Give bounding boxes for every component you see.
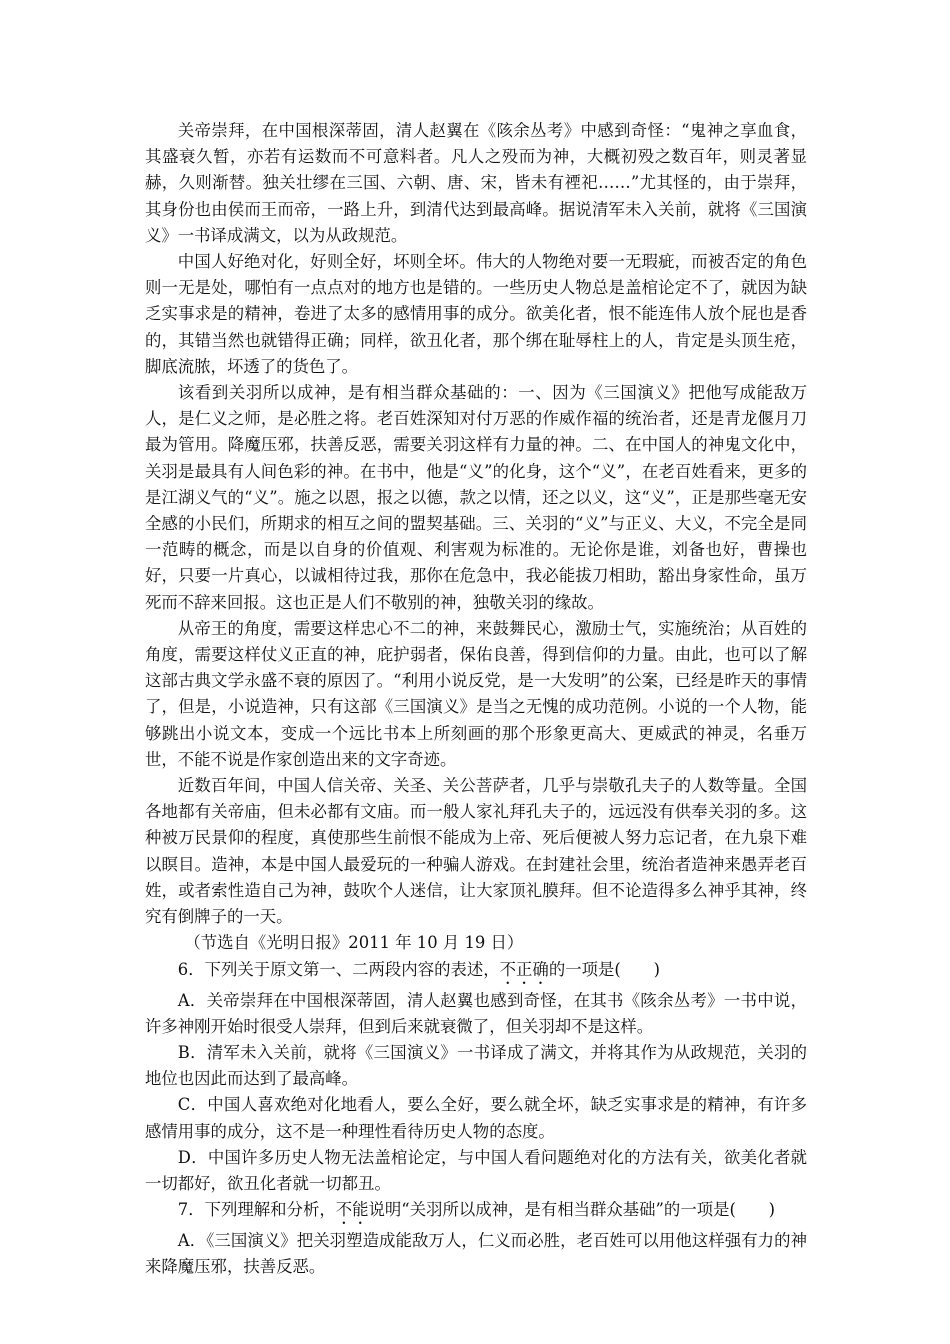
question-6-stem-before: 6．下列关于原文第一、二两段内容的表述， — [177, 959, 500, 979]
question-7-option-a: A．《三国演义》把关羽塑造成能敌万人，仁义而必胜，老百姓可以用他这样强有力的神来降魔压邪，扶善反恶。 — [145, 1231, 807, 1277]
document-page — [145, 118, 807, 1281]
question-6-option-d: D．中国许多历史人物无法盖棺论定，与中国人看问题绝对化的方法有关，欲美化者就一切都好，欲丑化者就一切都丑。 — [145, 1147, 807, 1193]
question-6-option-c: C．中国人喜欢绝对化地看人，要么全好，要么就全坏，缺乏实事求是的精神，有许多感情用事的成分，这不是一种理性看待历史人物的态度。 — [145, 1095, 807, 1141]
article-paragraph-2: 中国人好绝对化，好则全好，坏则全坏。伟大的人物绝对要一无瑕疵，而被否定的角色则一无是处，哪怕有一点点对的地方也是错的。一些历史人物总是盖棺论定不了，就因为缺乏实事求是的精神，卷进了太多的感情用事的成分。欲美化者，恨不能连伟人放个屁也是香的，其错当然也就错得正确；同样，欲丑化者，那个绑在耻辱柱上的人，肯定是头顶生疮，脚底流脓，坏透了的货色了。 — [145, 252, 807, 376]
question-6-stem — [145, 957, 807, 988]
question-6-option-b: B．清军未入关前，就将《三国演义》一书译成了满文，并将其作为从政规范，关羽的地位也因此而达到了最高峰。 — [145, 1042, 807, 1089]
article-paragraph-1: 关帝崇拜，在中国根深蒂固，清人赵翼在《陔余丛考》中感到奇怪：“鬼神之享血食，其盛衰久暂，亦若有运数而不可意料者。凡人之殁而为神，大概初殁之数百年，则灵著显赫，久则渐替。独关壮缪在三国、六朝、唐、宋，皆未有禋祀……”尤其怪的，由于崇拜，其身份也由侯而王而帝，一路上升，到清代达到最高峰。据说清军未入关前，就将《三国演义》一书译成满文，以为从政规范。 — [145, 121, 807, 245]
article-paragraph-3: 该看到关羽所以成神，是有相当群众基础的：一、因为《三国演义》把他写成能敌万人，是仁义之师，是必胜之将。老百姓深知对付万恶的作威作福的统治者，还是青龙偃月刀最为管用。降魔压邪，扶善反恶，需要关羽这样有力量的神。二、在中国人的神鬼文化中，关羽是最具有人间色彩的神。在书中，他是“义”的化身，这个“义”，在老百姓看来，更多的是江湖义气的“义”。施之以恩，报之以德，款之以情，还之以义，这“义”，正是那些毫无安全感的小民们，所期求的相互之间的盟契基础。三、关羽的“义”与正义、大义，不完全是同一范畴的概念，而是以自身的价值观、利害观为标准的。无论你是谁，刘备也好，曹操也好，只要一片真心，以诚相待过我，那你在危急中，我必能拔刀相助，豁出身家性命，虽万死而不辞来回报。这也正是人们不敬别的神，独敬关羽的缘故。 — [145, 383, 807, 612]
article-source: （节选自《光明日报》2011 年 10 月 19 日） — [184, 933, 524, 953]
question-7-stem-after: 说明“关羽所以成神，是有相当群众基础”的一项是( ) — [368, 1200, 776, 1220]
question-7-stem — [145, 1197, 807, 1228]
question-7-stem-before: 7．下列理解和分析， — [177, 1200, 336, 1220]
article-paragraph-5: 近数百年间，中国人信关帝、关圣、关公菩萨者，几乎与崇敬孔夫子的人数等量。全国各地都有关帝庙，但未必都有文庙。而一般人家礼拜孔夫子的，远远没有供奉关羽的多。这种被万民景仰的程度，真使那些生前恨不能成为上帝、死后便被人努力忘记者，在九泉下难以瞑目。造神，本是中国人最爱玩的一种骗人游戏。在封建社会里，统治者造神来愚弄老百姓，或者索性造自己为神，鼓吹个人迷信，让大家顶礼膜拜。但不论造得多么神乎其神，终究有倒牌子的一天。 — [145, 776, 807, 927]
article-paragraph-4: 从帝王的角度，需要这样忠心不二的神，来鼓舞民心，激励士气，实施统治；从百姓的角度，需要这样仗义正直的神，庇护弱者，保佑良善，得到信仰的力量。由此，也可以了解这部古典文学永盛不衰的原因了。“利用小说反党，是一大发明”的公案，已经是昨天的事情了，但是，小说造神，只有这部《三国演义》是当之无愧的成功范例。小说的一个人物，能够跳出小说文本，变成一个远比书本上所刻画的那个形象更高大、更威武的神灵，名垂万世，不能不说是作家创造出来的文字奇迹。 — [145, 618, 807, 769]
question-7-emphasis: 不能 — [335, 1200, 369, 1220]
question-6-option-a: A．关帝崇拜在中国根深蒂固，清人赵翼也感到奇怪，在其书《陔余丛考》一书中说，许多神刚开始时很受人崇拜，但到后来就衰微了，但关羽却不是这样。 — [145, 990, 807, 1036]
question-6-emphasis: 不正确 — [499, 959, 549, 979]
question-6-stem-after: 的一项是( ) — [548, 959, 660, 979]
